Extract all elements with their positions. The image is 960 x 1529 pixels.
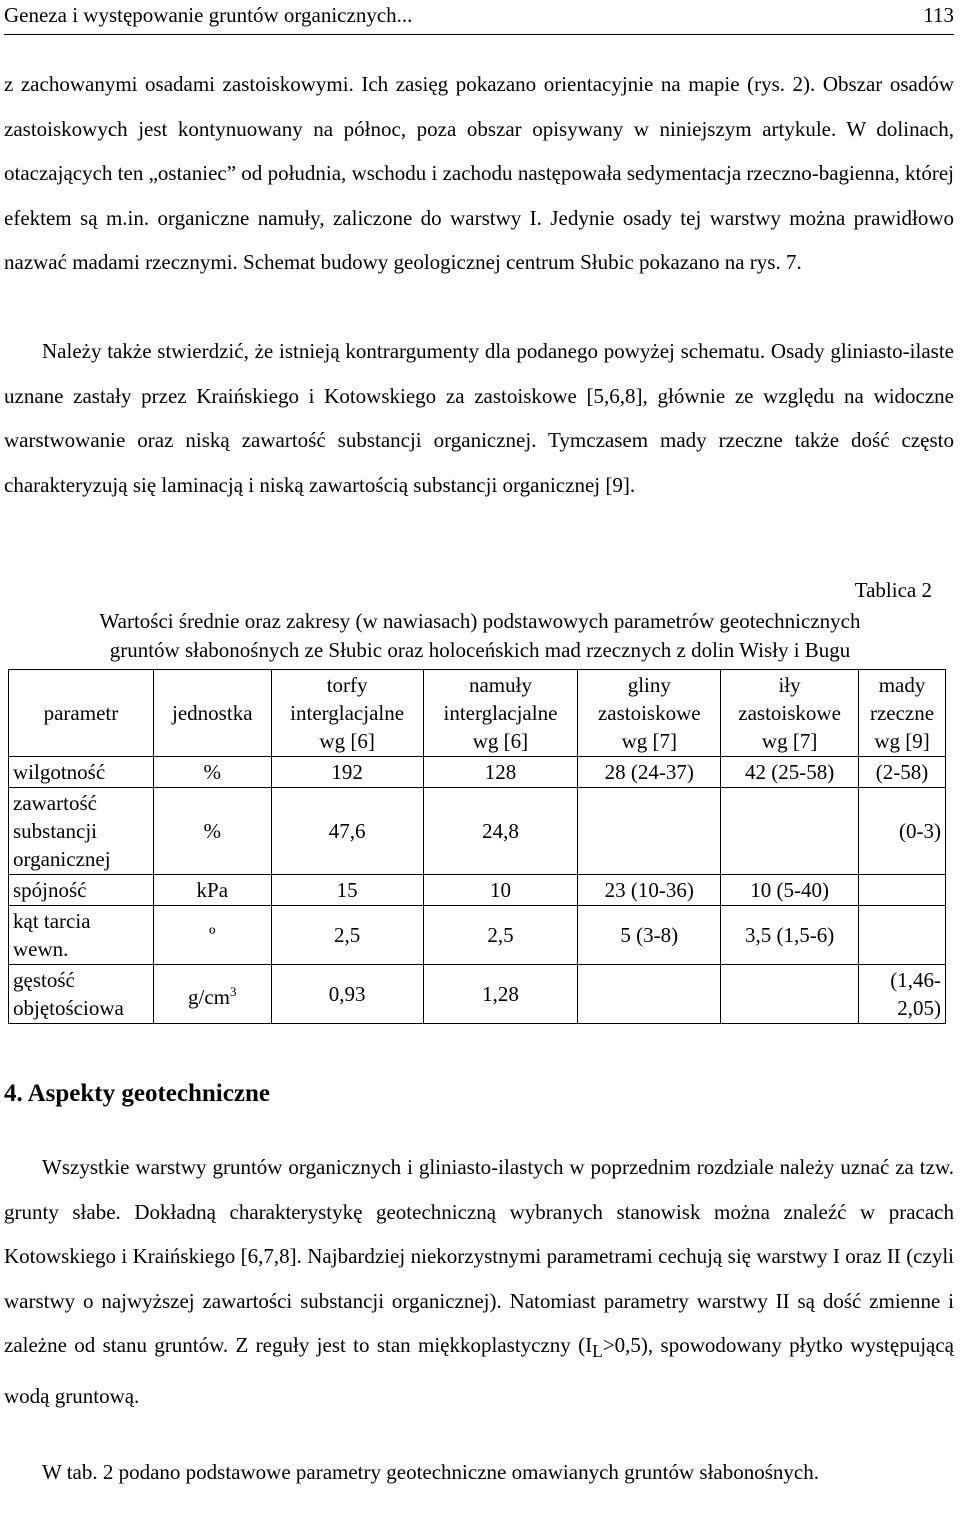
cell-mady bbox=[859, 875, 946, 906]
cell-mady: (1,46-2,05) bbox=[859, 965, 946, 1024]
cell-namuly: 2,5 bbox=[423, 906, 578, 965]
header-namuly: namuły interglacjalne wg [6] bbox=[423, 670, 578, 757]
cell-torfy: 15 bbox=[271, 875, 423, 906]
cell-mady: (2-58) bbox=[859, 757, 946, 788]
parameters-table bbox=[8, 669, 946, 1024]
running-title: Geneza i występowanie gruntów organicznych... bbox=[4, 3, 413, 27]
table-row bbox=[9, 906, 946, 965]
cell-namuly: 24,8 bbox=[423, 788, 578, 875]
cell-mady: (0-3) bbox=[859, 788, 946, 875]
cell-gliny bbox=[578, 965, 721, 1024]
header-ily: iły zastoiskowe wg [7] bbox=[721, 670, 859, 757]
cell-unit: % bbox=[153, 757, 271, 788]
cell-unit: º bbox=[153, 906, 271, 965]
cell-mady bbox=[859, 906, 946, 965]
header-mady: mady rzeczne wg [9] bbox=[859, 670, 946, 757]
table-label: Tablica 2 bbox=[854, 578, 932, 602]
cell-ily: 3,5 (1,5-6) bbox=[721, 906, 859, 965]
cell-namuly: 10 bbox=[423, 875, 578, 906]
cell-param: zawartość substancji organicznej bbox=[9, 788, 154, 875]
table-caption-line-1: Wartości średnie oraz zakresy (w nawiasach) podstawowych parametrów geotechnicznych bbox=[99, 609, 861, 633]
header-jednostka: jednostka bbox=[153, 670, 271, 757]
cell-gliny: 28 (24-37) bbox=[578, 757, 721, 788]
cell-namuly: 1,28 bbox=[423, 965, 578, 1024]
cell-param: spójność bbox=[9, 875, 154, 906]
table-header-row bbox=[9, 670, 946, 757]
section-heading: 4. Aspekty geotechniczne bbox=[4, 1080, 270, 1107]
table-caption bbox=[0, 607, 960, 665]
cell-param: wilgotność bbox=[9, 757, 154, 788]
table-row bbox=[9, 757, 946, 788]
table-row bbox=[9, 965, 946, 1024]
cell-gliny bbox=[578, 788, 721, 875]
cell-torfy: 192 bbox=[271, 757, 423, 788]
header-gliny: gliny zastoiskowe wg [7] bbox=[578, 670, 721, 757]
cell-torfy: 2,5 bbox=[271, 906, 423, 965]
cell-param: gęstość objętościowa bbox=[9, 965, 154, 1024]
unit-superscript: 3 bbox=[230, 983, 237, 999]
paragraph-4: W tab. 2 podano podstawowe parametry geotechniczne omawianych gruntów słabonośnych. bbox=[42, 1460, 819, 1484]
page-number: 113 bbox=[923, 3, 954, 27]
paragraph-3: Wszystkie warstwy gruntów organicznych i gliniasto-ilastych w poprzednim rozdziale należy uznać za tzw. grunty słabe. Dokładną charakterystykę geotechniczną wybranych stanowisk można znaleźć w pracach Kotowskiego i Kraińskiego [6,7,8]. Najbardziej niekorzystnymi parametrami cechują się warstwy I oraz II (czyli warstwy o najwyższej zawartości substancji organicznej). Natomiast parametry warstwy II są dość zmienne i zależne od stanu gruntów. Z reguły jest to stan miękkoplastyczny $(I_L>0,5)$, spowodowany płytko występującą wodą gruntową. bbox=[4, 1155, 954, 1408]
cell-unit: % bbox=[153, 788, 271, 875]
paragraph-2: Należy także stwierdzić, że istnieją kontrargumenty dla podanego powyżej schematu. Osady gliniasto-ilaste uznane zastały przez Kraińskiego i Kotowskiego za zastoiskowe [5,6,8], głównie ze względu na widoczne warstwowanie oraz niską zawartość substancji organicznej. Tymczasem mady rzeczne także dość często charakteryzują się laminacją i niską zawartością substancji organicznej [9]. bbox=[4, 339, 954, 497]
running-header bbox=[4, 0, 954, 35]
cell-ily: 42 (25-58) bbox=[721, 757, 859, 788]
cell-torfy: 0,93 bbox=[271, 965, 423, 1024]
header-torfy: torfy interglacjalne wg [6] bbox=[271, 670, 423, 757]
paragraph-1: z zachowanymi osadami zastoiskowymi. Ich zasięg pokazano orientacyjnie na mapie (rys. 2). Obszar osadów zastoiskowych jest kontynuowany na północ, poza obszar opisywany w niniejszym artykule. W dolinach, otaczających ten „ostaniec” od południa, wschodu i zachodu następowała sedymentacja rzeczno-bagienna, której efektem są m.in. organiczne namuły, zaliczone do warstwy I. Jedynie osady tej warstwy można prawidłowo nazwać madami rzecznymi. Schemat budowy geologicznej centrum Słubic pokazano na rys. 7. bbox=[4, 72, 954, 274]
cell-torfy: 47,6 bbox=[271, 788, 423, 875]
table-row bbox=[9, 875, 946, 906]
cell-unit: $g/cm^3$ bbox=[153, 965, 271, 1024]
cell-gliny: 23 (10-36) bbox=[578, 875, 721, 906]
cell-namuly: 128 bbox=[423, 757, 578, 788]
table-row bbox=[9, 788, 946, 875]
cell-unit: kPa bbox=[153, 875, 271, 906]
cell-ily bbox=[721, 965, 859, 1024]
cell-param: kąt tarcia wewn. bbox=[9, 906, 154, 965]
cell-gliny: 5 (3-8) bbox=[578, 906, 721, 965]
cell-ily: 10 (5-40) bbox=[721, 875, 859, 906]
table-caption-line-2: gruntów słabonośnych ze Słubic oraz holoceńskich mad rzecznych z dolin Wisły i Bugu bbox=[109, 638, 851, 662]
header-parametr: parametr bbox=[9, 670, 154, 757]
cell-ily bbox=[721, 788, 859, 875]
